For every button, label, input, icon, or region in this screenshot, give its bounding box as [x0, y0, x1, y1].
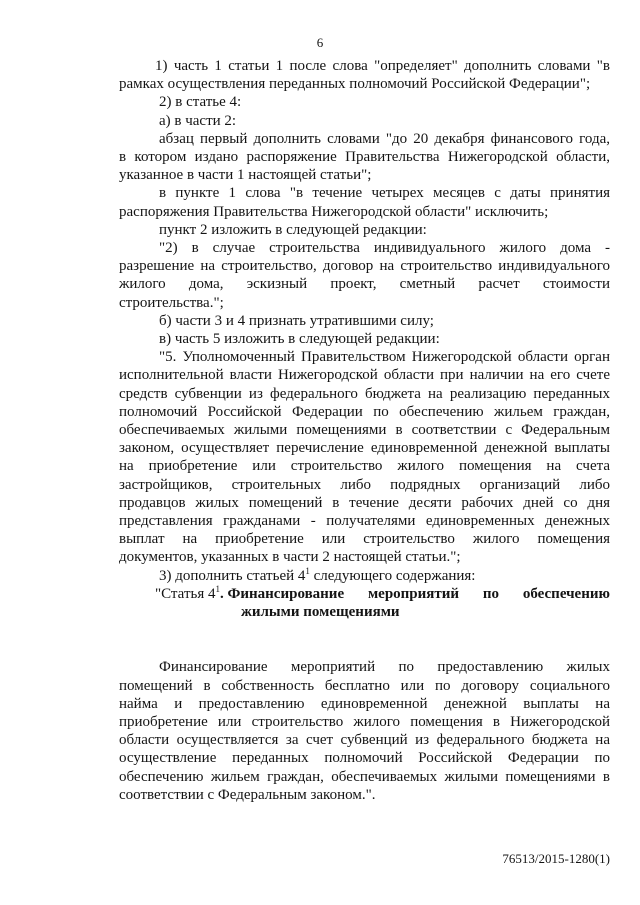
text-fragment: мероприятий	[367, 585, 460, 602]
article-heading	[119, 585, 610, 621]
superscript: 1	[215, 583, 220, 594]
article-title-start	[155, 585, 344, 603]
text-fragment: "Статья 4	[155, 585, 216, 602]
text-line: помещений в собственность бесплатно или по договору социального	[119, 677, 610, 694]
spacer	[119, 621, 610, 658]
text-fragment: следующего содержания:	[309, 567, 476, 584]
text-line: законом, осуществляет перечисление единовременной денежной выплаты	[119, 440, 610, 457]
text-fragment: 3) дополнить статьей 4	[159, 567, 306, 584]
text-line: средств субвенции из федерального бюджета на реализацию переданных	[119, 385, 610, 402]
text-line: приобретение или строительство жилого помещения в Нижегородской	[119, 713, 610, 730]
article-heading-line: жилыми помещениями	[241, 604, 400, 621]
text-line: распоряжения Правительства Нижегородской области" исключить;	[119, 203, 549, 220]
text-line: пункт 2 изложить в следующей редакции:	[159, 221, 427, 238]
text-line: разрешение на строительство, договор на строительство индивидуального	[119, 258, 610, 275]
text-line: а) в части 2:	[159, 112, 237, 129]
document-body	[119, 57, 610, 804]
text-line: в пункте 1 слова "в течение четырех месяцев с даты принятия	[159, 185, 610, 202]
text-line: строительства.";	[119, 294, 224, 311]
text-line: документов, указанных в части 2 настоящей статьи.";	[119, 549, 461, 566]
text-line: в) часть 5 изложить в следующей редакции:	[159, 331, 440, 348]
text-line: "2) в случае строительства индивидуального жилого дома -	[159, 240, 610, 257]
superscript: 1	[305, 565, 310, 576]
text-line: абзац первый дополнить словами "до 20 декабря финансового года,	[159, 130, 610, 147]
text-line: застройщиков, строительных либо подрядных организаций либо	[119, 476, 610, 493]
text-line: "5. Уполномоченный Правительством Нижегородской области орган	[159, 349, 610, 366]
document-code: 76513/2015-1280(1)	[502, 851, 610, 866]
text-line: продавцов жилых помещений в течение десяти рабочих дней со дня	[119, 494, 610, 511]
text-fragment: . Финансирование	[219, 585, 345, 602]
text-fragment: по	[482, 585, 500, 602]
text-line: Финансирование мероприятий по предоставлению жилых	[159, 659, 610, 676]
text-line: обеспечиваемых жилыми помещениями в соответствии с Федеральным	[119, 422, 610, 439]
text-line: б) части 3 и 4 признать утратившими силу;	[159, 312, 434, 329]
article-heading-line	[119, 585, 610, 603]
text-line: области осуществляется за счет субвенций из федерального бюджета на	[119, 732, 610, 749]
text-line: соответствии с Федеральным законом.".	[119, 786, 376, 803]
page-number: 6	[316, 35, 324, 50]
text-line: осуществление переданных полномочий Российской Федерации по	[119, 750, 610, 767]
text-line: рамках осуществления переданных полномочий Российской Федерации";	[119, 76, 591, 93]
text-line: на приобретение или строительство жилого помещения на счета	[119, 458, 610, 475]
text-line: 1) часть 1 статьи 1 после слова "определяет" дополнить словами "в	[155, 58, 610, 74]
text-fragment: обеспечению	[522, 585, 610, 602]
text-line: полномочий Российской Федерации по обеспечению жильем граждан,	[119, 403, 610, 420]
text-line: в котором издано распоряжение Правительства Нижегородской области,	[119, 149, 610, 166]
text-line: указанное в части 1 настоящей статьи";	[119, 167, 372, 184]
text-line: представления гражданами - получателями единовременных денежных	[119, 513, 610, 530]
text-line: 2) в статье 4:	[159, 94, 242, 111]
text-line: найма и предоставлению единовременной денежной выплаты на	[119, 695, 610, 712]
text-line: исполнительной власти Нижегородской области при наличии на его счете	[119, 367, 610, 384]
text-line: жилого дома, эскизный проект, сметный расчет стоимости	[119, 276, 610, 293]
text-line: выплат на приобретение или строительство жилого помещения	[119, 531, 610, 548]
text-line	[119, 567, 610, 585]
text-line: обеспечению жильем граждан, обеспечиваемых жилыми помещениями в	[119, 768, 610, 785]
